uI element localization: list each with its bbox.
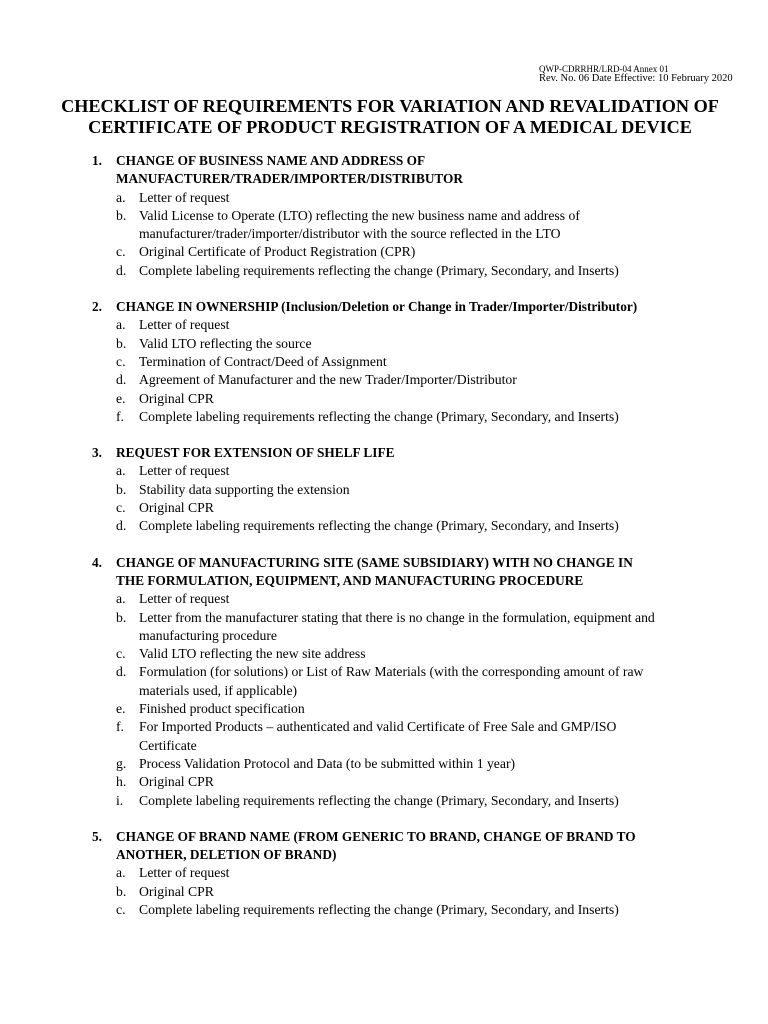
checklist-section [0,828,768,919]
requirement-item [0,316,768,334]
checklist-section [0,298,768,426]
requirement-letter: c. [116,500,126,516]
requirement-text-line: Process Validation Protocol and Data (to be submitted within 1 year) [139,755,516,771]
requirement-text-line: Letter of request [139,865,230,881]
requirement-letter: a. [116,189,126,205]
requirement-item [0,207,768,244]
requirement-text [139,262,748,280]
requirement-text-line: Original Certificate of Product Registration (CPR) [139,244,416,260]
requirement-letter: h. [116,774,127,790]
requirement-letter: f. [116,719,124,735]
requirement-text [139,901,748,919]
requirement-item [0,901,768,919]
requirement-letter: c. [116,646,126,662]
section-title-line: CHANGE OF MANUFACTURING SITE (SAME SUBSIDIARY) WITH NO CHANGE IN [116,554,633,570]
requirement-item [0,243,768,261]
requirement-item [0,517,768,535]
requirement-letter: a. [116,317,126,333]
section-number: 4. [92,554,102,570]
requirement-text-line: manufacturer/trader/importer/distributor with the source reflected in the LTO [139,226,561,242]
requirement-text-line: Stability data supporting the extension [139,481,350,497]
requirement-text [139,517,748,535]
requirement-text [139,755,748,773]
section-heading [0,152,768,189]
requirement-item [0,189,768,207]
requirement-letter: c. [116,244,126,260]
requirement-text [139,590,748,608]
section-number: 3. [92,445,102,461]
requirement-text [139,462,748,480]
requirement-letter: b. [116,609,127,625]
requirement-list [0,590,768,810]
requirement-text-line: manufacturing procedure [139,627,277,643]
requirement-item [0,773,768,791]
section-title-line: THE FORMULATION, EQUIPMENT, AND MANUFACTURING PROCEDURE [116,572,584,588]
requirement-letter: b. [116,207,127,223]
requirement-text [139,499,748,517]
requirement-letter: b. [116,335,127,351]
requirement-item [0,864,768,882]
requirement-text-line: For Imported Products – authenticated and valid Certificate of Free Sale and GMP/ISO [139,719,617,735]
requirement-text [139,243,748,261]
requirement-item [0,371,768,389]
requirement-letter: a. [116,865,126,881]
section-heading [0,298,768,316]
requirement-text-line: Complete labeling requirements reflecting the change (Primary, Secondary, and Inserts) [139,901,619,917]
requirement-text-line: Original CPR [139,390,214,406]
requirement-letter: b. [116,883,127,899]
requirements-checklist [0,152,768,937]
requirement-item [0,792,768,810]
requirement-letter: c. [116,901,126,917]
requirement-item [0,718,768,755]
requirement-text-line: Original CPR [139,883,214,899]
section-title [116,298,748,316]
requirement-letter: a. [116,463,126,479]
section-heading [0,444,768,462]
requirement-text-line: Valid LTO reflecting the new site address [139,646,366,662]
requirement-text-line: Original CPR [139,500,214,516]
requirement-text [139,481,748,499]
requirement-text [139,864,748,882]
requirement-letter: d. [116,372,127,388]
revision-info: Rev. No. 06 Date Effective: 10 February 2020 [539,73,733,84]
requirement-text-line: materials used, if applicable) [139,682,298,698]
section-number: 2. [92,299,102,315]
requirement-text-line: Original CPR [139,774,214,790]
requirement-letter: b. [116,481,127,497]
requirement-text [139,773,748,791]
section-title [116,828,748,865]
requirement-text-line: Finished product specification [139,701,305,717]
requirement-letter: d. [116,518,127,534]
section-title-line: MANUFACTURER/TRADER/IMPORTER/DISTRIBUTOR [116,171,464,187]
section-title-line: ANOTHER, DELETION OF BRAND) [116,847,337,863]
requirement-item [0,609,768,646]
requirement-text [139,718,748,755]
requirement-text [139,663,748,700]
requirement-text [139,335,748,353]
requirement-list [0,864,768,919]
page-title-line: CERTIFICATE OF PRODUCT REGISTRATION OF A MEDICAL DEVICE [88,117,692,137]
section-heading [0,554,768,591]
requirement-item [0,883,768,901]
section-title-line: REQUEST FOR EXTENSION OF SHELF LIFE [116,445,395,461]
section-title-line: CHANGE IN OWNERSHIP (Inclusion/Deletion or Change in Trader/Importer/Distributor) [116,299,638,315]
requirement-item [0,262,768,280]
document-code: QWP-CDRRHR/LRD-04 Annex 01 [539,64,669,74]
section-title-line: CHANGE OF BUSINESS NAME AND ADDRESS OF [116,153,426,168]
section-heading [0,828,768,865]
requirement-text-line: Complete labeling requirements reflecting the change (Primary, Secondary, and Inserts) [139,262,619,278]
requirement-item [0,408,768,426]
requirement-letter: e. [116,390,126,406]
requirement-letter: g. [116,755,127,771]
requirement-text-line: Agreement of Manufacturer and the new Trader/Importer/Distributor [139,372,517,388]
requirement-text-line: Letter from the manufacturer stating that there is no change in the formulation, equipment and [139,609,655,625]
requirement-text-line: Letter of request [139,463,230,479]
requirement-letter: f. [116,408,124,424]
requirement-item [0,353,768,371]
requirement-text [139,792,748,810]
requirement-text-line: Certificate [139,737,197,753]
requirement-text-line: Complete labeling requirements reflecting the change (Primary, Secondary, and Inserts) [139,518,619,534]
requirement-item [0,645,768,663]
requirement-item [0,590,768,608]
requirement-text-line: Letter of request [139,317,230,333]
section-title [116,554,748,591]
requirement-text-line: Letter of request [139,591,230,607]
requirement-text [139,609,748,646]
requirement-list [0,316,768,426]
section-title-line: CHANGE OF BRAND NAME (FROM GENERIC TO BRAND, CHANGE OF BRAND TO [116,828,636,844]
requirement-item [0,481,768,499]
requirement-list [0,462,768,535]
requirement-item [0,390,768,408]
page-title [40,96,740,138]
requirement-text [139,390,748,408]
requirement-letter: a. [116,591,126,607]
requirement-text-line: Complete labeling requirements reflecting the change (Primary, Secondary, and Inserts) [139,408,619,424]
requirement-text-line: Formulation (for solutions) or List of Raw Materials (with the corresponding amount of raw [139,664,644,680]
requirement-letter: e. [116,701,126,717]
requirement-text [139,645,748,663]
requirement-text-line: Valid License to Operate (LTO) reflecting the new business name and address of [139,207,580,223]
requirement-list [0,189,768,280]
requirement-letter: d. [116,664,127,680]
requirement-text [139,371,748,389]
page-title-line: CHECKLIST OF REQUIREMENTS FOR VARIATION AND REVALIDATION OF [61,96,719,116]
requirement-text-line: Valid LTO reflecting the source [139,335,312,351]
requirement-text [139,207,748,244]
requirement-text [139,316,748,334]
section-number: 5. [92,828,102,844]
requirement-text [139,700,748,718]
requirement-item [0,499,768,517]
checklist-section [0,554,768,810]
requirement-letter: d. [116,262,127,278]
section-number: 1. [92,153,102,168]
section-title [116,444,748,462]
requirement-text [139,353,748,371]
requirement-item [0,663,768,700]
requirement-item [0,462,768,480]
requirement-item [0,700,768,718]
section-title [116,152,748,189]
checklist-section [0,444,768,535]
requirement-text-line: Complete labeling requirements reflecting the change (Primary, Secondary, and Inserts) [139,792,619,808]
requirement-text [139,189,748,207]
requirement-text-line: Letter of request [139,189,230,205]
requirement-item [0,335,768,353]
requirement-letter: i. [116,792,124,808]
requirement-letter: c. [116,353,126,369]
checklist-section [0,152,768,280]
requirement-item [0,755,768,773]
requirement-text [139,408,748,426]
requirement-text-line: Termination of Contract/Deed of Assignment [139,353,387,369]
requirement-text [139,883,748,901]
